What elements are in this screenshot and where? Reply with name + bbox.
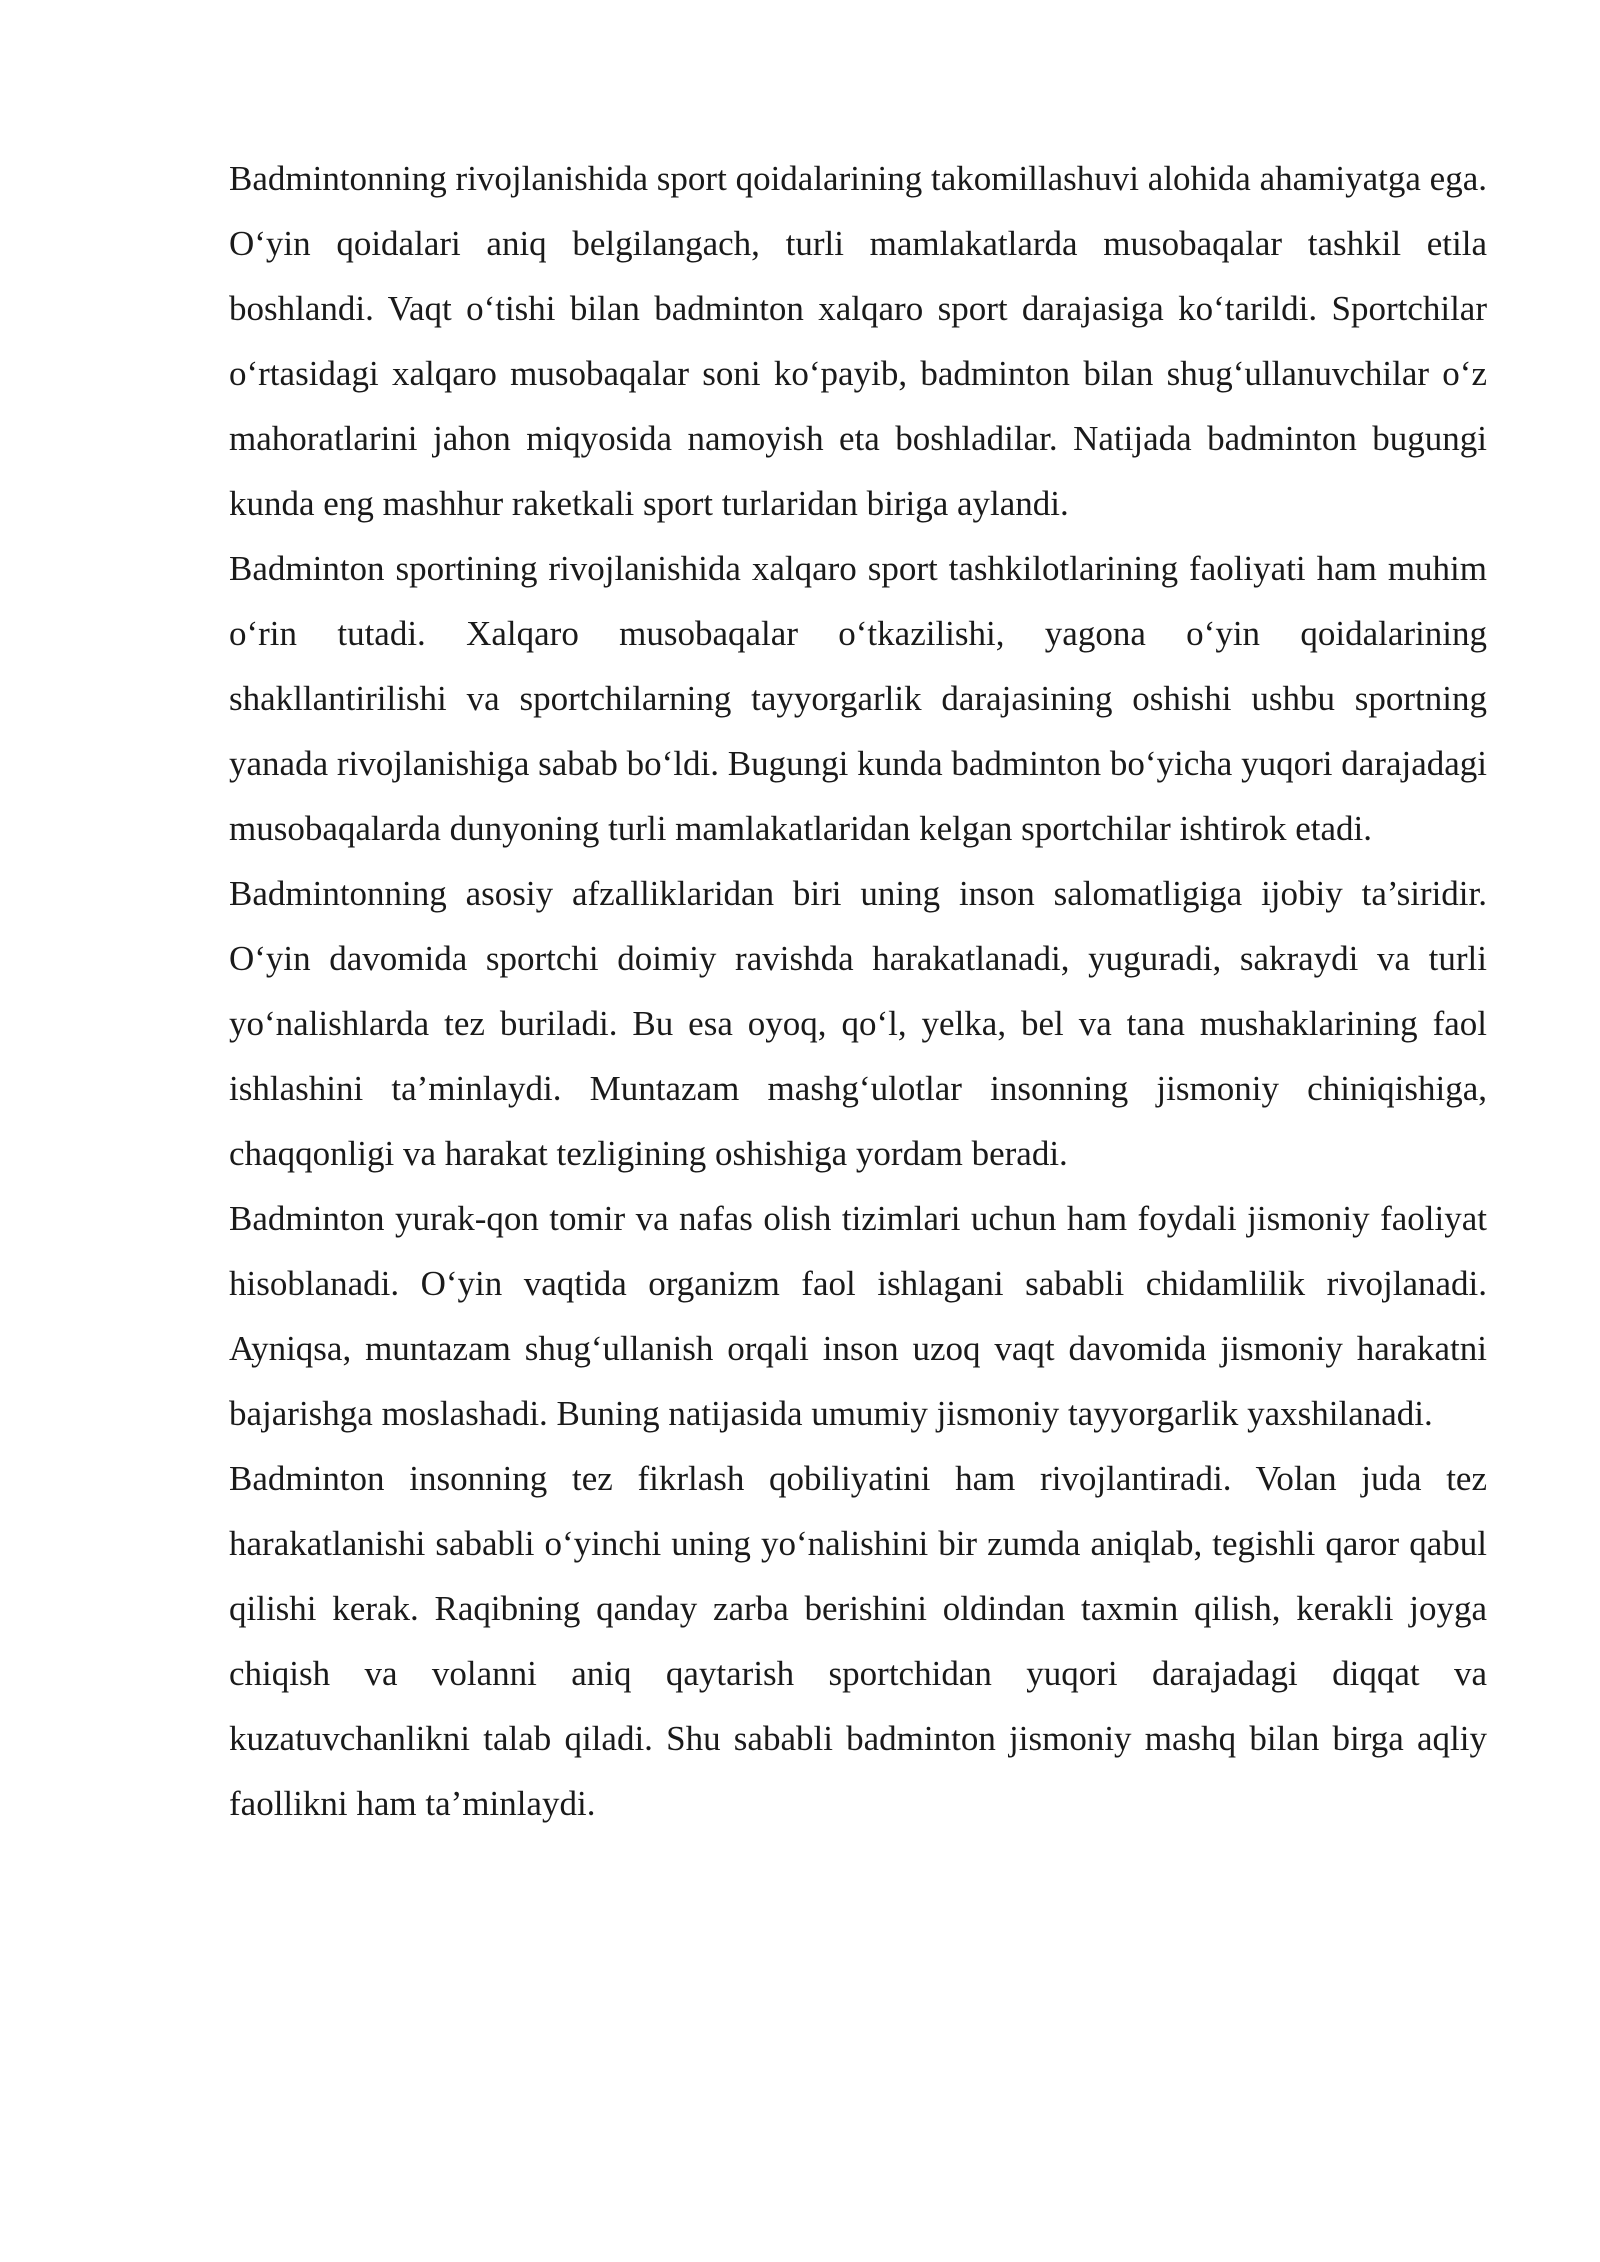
paragraph-3: Badmintonning asosiy afzalliklaridan biri uning inson salomatligiga ijobiy ta’siridir. O‘yin davomida sportchi doimiy ravishda harakatlanadi, yuguradi, sakraydi va turli yo‘nalishlarda tez buriladi. Bu esa oyoq, qo‘l, yelka, bel va tana mushaklarining faol ishlashini ta’minlaydi. Muntazam mashg‘ulotlar insonning jismoniy chiniqishiga, chaqqonligi va harakat tezligining oshishiga yordam beradi.	[229, 874, 1487, 1173]
paragraph-1: Badmintonning rivojlanishida sport qoidalarining takomillashuvi alohida ahamiyatga ega. O‘yin qoidalari aniq belgilangach, turli mamlakatlarda musobaqalar tashkil etila boshlandi. Vaqt o‘tishi bilan badminton xalqaro sport darajasiga ko‘tarildi. Sportchilar o‘rtasidagi xalqaro musobaqalar soni ko‘payib, badminton bilan shug‘ullanuvchilar o‘z mahoratlarini jahon miqyosida namoyish eta boshladilar. Natijada badminton bugungi kunda eng mashhur raketkali sport turlaridan biriga aylandi.	[229, 159, 1487, 523]
paragraph-5: Badminton insonning tez fikrlash qobiliyatini ham rivojlantiradi. Volan juda tez harakatlanishi sababli o‘yinchi uning yo‘nalishini bir zumda aniqlab, tegishli qaror qabul qilishi kerak. Raqibning qanday zarba berishini oldindan taxmin qilish, kerakli joyga chiqish va volanni aniq qaytarish sportchidan yuqori darajadagi diqqat va kuzatuvchanlikni talab qiladi. Shu sababli badminton jismoniy mashq bilan birga aqliy faollikni ham ta’minlaydi.	[229, 1459, 1487, 1823]
paragraph-4: Badminton yurak-qon tomir va nafas olish tizimlari uchun ham foydali jismoniy faoliyat hisoblanadi. O‘yin vaqtida organizm faol ishlagani sababli chidamlilik rivojlanadi. Ayniqsa, muntazam shug‘ullanish orqali inson uzoq vaqt davomida jismoniy harakatni bajarishga moslashadi. Buning natijasida umumiy jismoniy tayyorgarlik yaxshilanadi.	[229, 1199, 1487, 1433]
document-body	[229, 146, 1487, 1836]
paragraph-2: Badminton sportining rivojlanishida xalqaro sport tashkilotlarining faoliyati ham muhim o‘rin tutadi. Xalqaro musobaqalar o‘tkazilishi, yagona o‘yin qoidalarining shakllantirilishi va sportchilarning tayyorgarlik darajasining oshishi ushbu sportning yanada rivojlanishiga sabab bo‘ldi. Bugungi kunda badminton bo‘yicha yuqori darajadagi musobaqalarda dunyoning turli mamlakatlaridan kelgan sportchilar ishtirok etadi.	[229, 549, 1487, 848]
